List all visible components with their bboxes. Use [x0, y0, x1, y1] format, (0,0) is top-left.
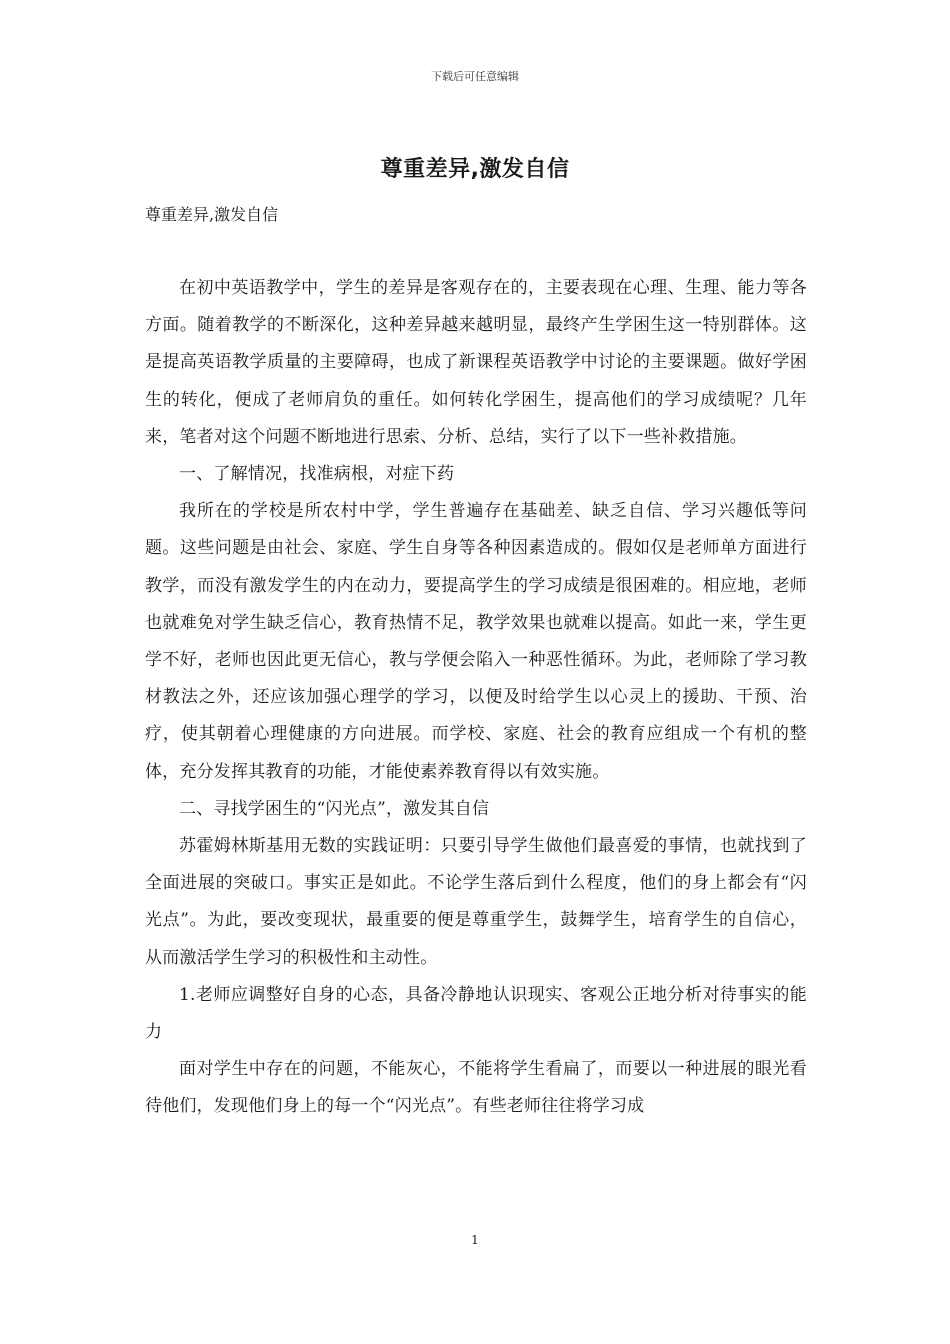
subsection-heading-1: 1.老师应调整好自身的心态，具备冷静地认识现实、客观公正地分析对待事实的能力: [145, 984, 807, 1043]
page-number: 1: [471, 1233, 479, 1247]
document-title: 尊重差异,激发自信: [380, 157, 570, 182]
paragraph-subsection-1: 面对学生中存在的问题，不能灰心，不能将学生看扁了，而要以一种进展的眼光看待他们，发现他们身上的每一个“闪光点”。有些老师往往将学习成: [145, 1059, 807, 1117]
document-subtitle: 尊重差异,激发自信: [145, 205, 279, 224]
paragraph-section-1: 我所在的学校是所农村中学，学生普遍存在基础差、缺乏自信、学习兴趣低等问题。这些问题是由社会、家庭、学生自身等各种因素造成的。假如仅是老师单方面进行教学，而没有激发学生的内在动力，要提高学生的学习成绩是很困难的。相应地，老师也就难免对学生缺乏信心，教育热情不足，教学效果也就难以提高。如此一来，学生更学不好，老师也因此更无信心，教与学便会陷入一种恶性循环。为此，老师除了学习教材教法之外，还应该加强心理学的学习，以便及时给学生以心灵上的援助、干预、治疗，使其朝着心理健康的方向进展。而学校、家庭、社会的教育应组成一个有机的整体，充分发挥其教育的功能，才能使素养教育得以有效实施。: [145, 501, 807, 782]
section-heading-2: 二、寻找学困生的“闪光点”，激发其自信: [179, 798, 490, 819]
section-heading-1: 一、了解情况，找准病根，对症下药: [179, 464, 455, 485]
body-text: [145, 270, 807, 1126]
paragraph-intro: 在初中英语教学中，学生的差异是客观存在的，主要表现在心理、生理、能力等各方面。随着教学的不断深化，这种差异越来越明显，最终产生学困生这一特别群体。这是提高英语教学质量的主要障碍，也成了新课程英语教学中讨论的主要课题。做好学困生的转化，便成了老师肩负的重任。如何转化学困生，提高他们的学习成绩呢？几年来，笔者对这个问题不断地进行思索、分析、总结，实行了以下一些补救措施。: [145, 278, 807, 447]
header-note: 下载后可任意编辑: [431, 70, 519, 83]
paragraph-section-2: 苏霍姆林斯基用无数的实践证明：只要引导学生做他们最喜爱的事情，也就找到了全面进展的突破口。事实正是如此。不论学生落后到什么程度，他们的身上都会有“闪光点”。为此，要改变现状，最重要的便是尊重学生，鼓舞学生，培育学生的自信心，从而激活学生学习的积极性和主动性。: [145, 836, 807, 968]
